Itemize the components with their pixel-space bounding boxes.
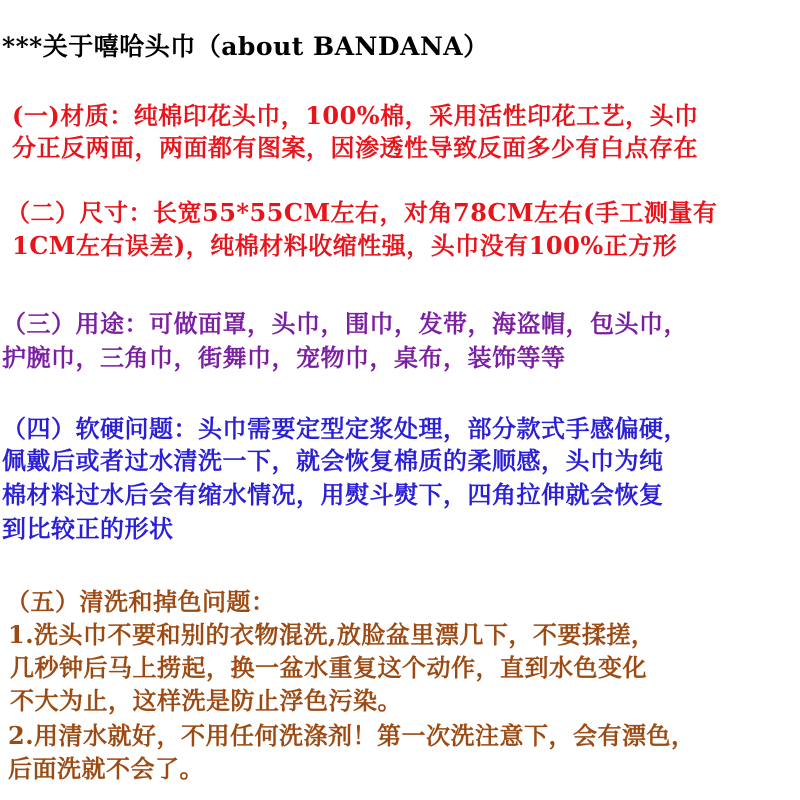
section-washing-line-4: 2.用清水就好，不用任何洗涤剂！第一次洗注意下，会有漂色， bbox=[8, 721, 696, 750]
section-hardness-line-3: 棉材料过水后会有缩水情况，用熨斗熨下，四角拉伸就会恢复 bbox=[2, 480, 664, 509]
section-washing-line-2: 几秒钟后马上捞起，换一盆水重复这个动作，直到水色变化 bbox=[10, 653, 647, 682]
section-washing-line-3: 不大为止，这样洗是防止浮色污染。 bbox=[10, 686, 402, 715]
section-size-line-2: 1CM左右误差)，纯棉材料收缩性强，头巾没有100%正方形 bbox=[12, 231, 678, 260]
section-washing-heading: （五）清洗和掉色问题： bbox=[6, 587, 276, 616]
section-usage-line-1: （三）用途：可做面罩，头巾，围巾，发带，海盗帽，包头巾， bbox=[2, 309, 688, 338]
section-washing-line-1: 1.洗头巾不要和别的衣物混洗,放脸盆里漂几下，不要揉搓， bbox=[8, 620, 656, 649]
section-hardness-line-1: （四）软硬问题：头巾需要定型定浆处理，部分款式手感偏硬， bbox=[2, 414, 688, 443]
section-usage-line-2: 护腕巾，三角巾，街舞巾，宠物巾，桌布，装饰等等 bbox=[2, 343, 566, 372]
section-size-line-1: （二）尺寸：长宽55*55CM左右，对角78CM左右(手工测量有 bbox=[6, 198, 718, 227]
section-material-line-2: 分正反两面，两面都有图案，因渗透性导致反面多少有白点存在 bbox=[12, 133, 698, 162]
section-hardness-line-4: 到比较正的形状 bbox=[2, 514, 174, 543]
page-title: ***关于嘻哈头巾（about BANDANA） bbox=[2, 32, 489, 61]
section-material-line-1: (一)材质：纯棉印花头巾，100%棉，采用活性印花工艺，头巾 bbox=[12, 101, 699, 130]
section-hardness-line-2: 佩戴后或者过水清洗一下，就会恢复棉质的柔顺感，头巾为纯 bbox=[2, 446, 664, 475]
section-washing-line-5: 后面洗就不会了。 bbox=[8, 754, 204, 783]
